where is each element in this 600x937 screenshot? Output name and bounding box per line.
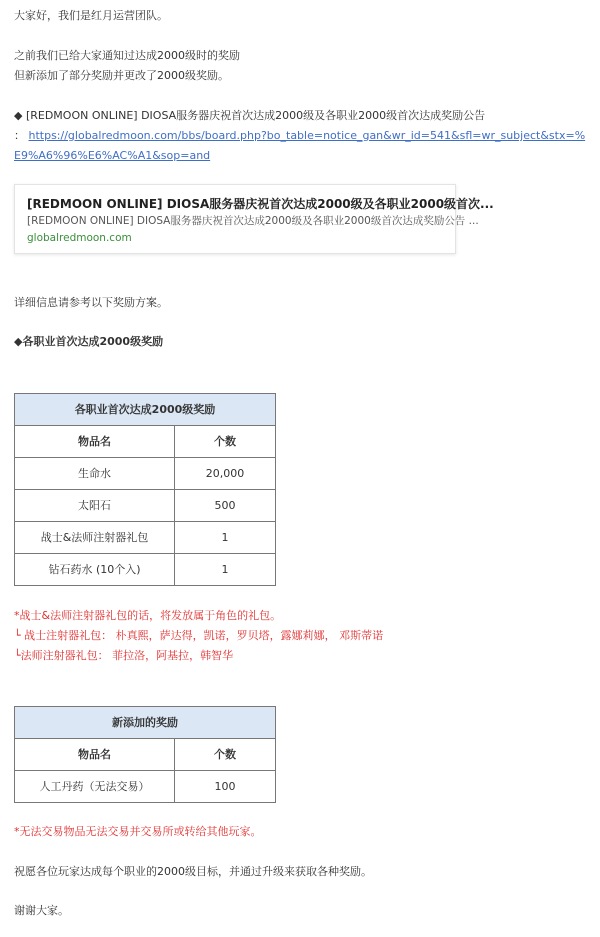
table1-row4-item: 钻石药水 (10个入) bbox=[15, 554, 175, 586]
table1-title: 各职业首次达成2000级奖励 bbox=[15, 394, 276, 426]
table1-row2-qty: 500 bbox=[175, 490, 276, 522]
table2-col-qty: 个数 bbox=[175, 739, 276, 771]
table1-row1-qty: 20,000 bbox=[175, 458, 276, 490]
url-prefix: ： bbox=[14, 129, 29, 142]
intro-line-1: 之前我们已给大家通知过达成2000级时的奖励 bbox=[14, 49, 240, 62]
table1-col-item: 物品名 bbox=[15, 426, 175, 458]
greeting-text: 大家好，我们是红月运营团队。 bbox=[14, 9, 168, 22]
link-preview-card[interactable] bbox=[14, 184, 494, 254]
table-row bbox=[15, 490, 276, 522]
details-text: 详细信息请参考以下奖励方案。 bbox=[14, 296, 168, 309]
intro-line-2: 但新添加了部分奖励并更改了2000级奖励。 bbox=[14, 69, 229, 82]
link-preview-title: [REDMOON ONLINE] DIOSA服务器庆祝首次达成2000级及各职业2000级首次... bbox=[27, 197, 494, 211]
table2-col-item: 物品名 bbox=[15, 739, 175, 771]
link-preview-description: [REDMOON ONLINE] DIOSA服务器庆祝首次达成2000级及各职业2000级首次达成奖励公告 ... bbox=[27, 215, 479, 227]
table-row bbox=[15, 458, 276, 490]
reward-table-2 bbox=[14, 706, 276, 803]
table1-row3-qty: 1 bbox=[175, 522, 276, 554]
note1-line3: └法师注射器礼包： 菲拉洛，阿基拉，韩智华 bbox=[14, 649, 234, 662]
reward-table-1 bbox=[14, 393, 276, 586]
table1-row3-item: 战士&法师注射器礼包 bbox=[15, 522, 175, 554]
closing-line-2: 谢谢大家。 bbox=[14, 904, 69, 917]
table1-row1-item: 生命水 bbox=[15, 458, 175, 490]
link-preview-domain: globalredmoon.com bbox=[27, 232, 132, 244]
notice-url-block bbox=[14, 126, 586, 166]
notice-link[interactable]: https://globalredmoon.com/bbs/board.php?bo_table=notice_gan&wr_id=541&sfl=wr_subject&stx=%E9%A6%96%E6%AC%A1&sop=and bbox=[14, 129, 586, 162]
note1-line1: *战士&法师注射器礼包的话，将发放属于角色的礼包。 bbox=[14, 609, 282, 622]
closing-line-1: 祝愿各位玩家达成每个职业的2000级目标，并通过升级来获取各种奖励。 bbox=[14, 865, 372, 878]
table2-title: 新添加的奖励 bbox=[15, 707, 276, 739]
table2-row1-item: 人工丹药（无法交易） bbox=[15, 771, 175, 803]
table-row bbox=[15, 554, 276, 586]
notice-title: ◆ [REDMOON ONLINE] DIOSA服务器庆祝首次达成2000级及各职业2000级首次达成奖励公告 bbox=[14, 109, 486, 122]
table1-col-qty: 个数 bbox=[175, 426, 276, 458]
table2-row1-qty: 100 bbox=[175, 771, 276, 803]
section-heading: ◆各职业首次达成2000级奖励 bbox=[14, 335, 164, 348]
table1-row4-qty: 1 bbox=[175, 554, 276, 586]
table-row bbox=[15, 522, 276, 554]
table-row bbox=[15, 771, 276, 803]
note2: *无法交易物品无法交易并交易所或转给其他玩家。 bbox=[14, 825, 262, 838]
table1-row2-item: 太阳石 bbox=[15, 490, 175, 522]
note1-line2: └ 战士注射器礼包： 朴真熙，萨达得，凯诺，罗贝塔，露娜莉娜， 邓斯蒂诺 bbox=[14, 629, 384, 642]
